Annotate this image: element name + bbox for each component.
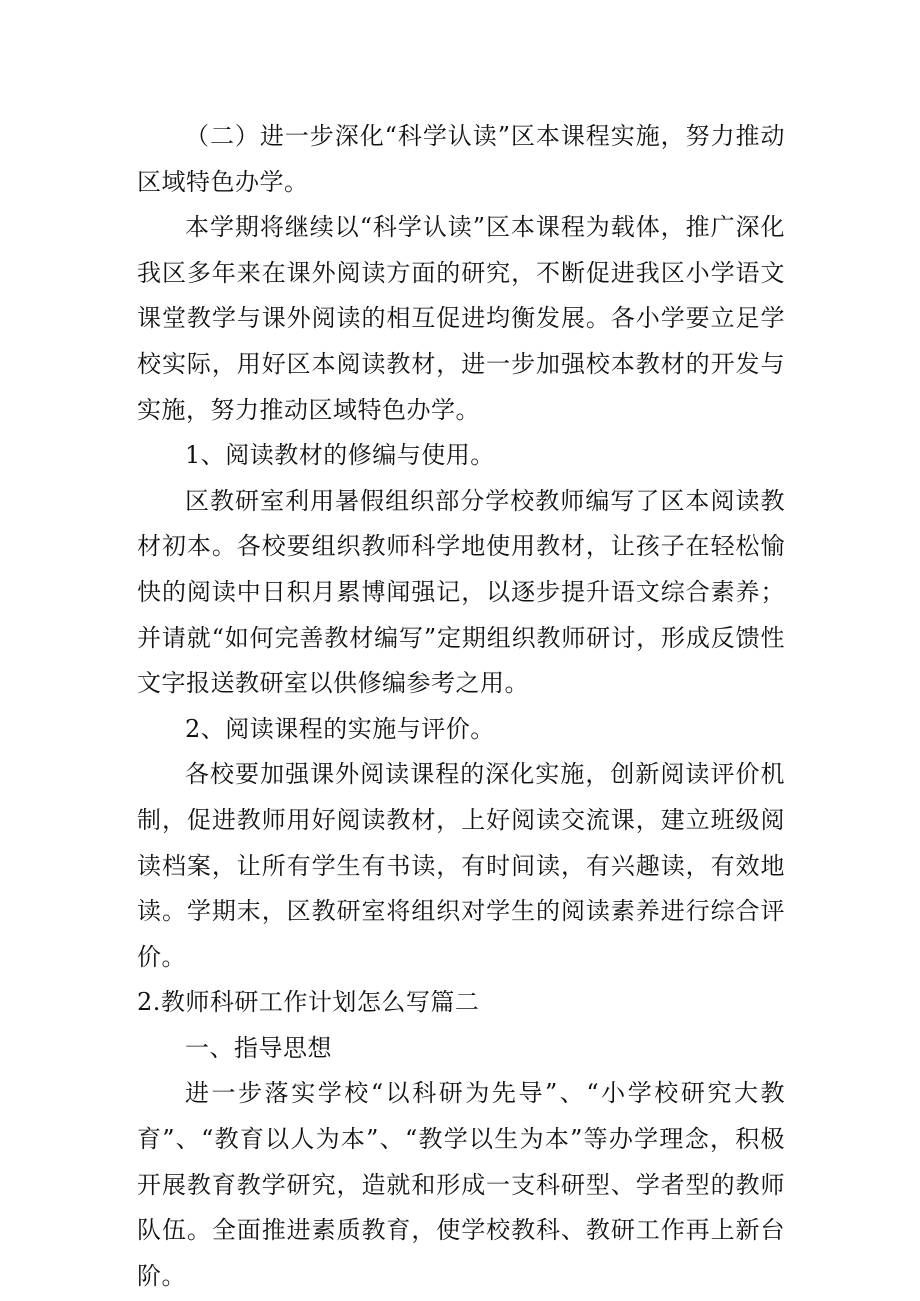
section-heading-1: 一、指导思想 bbox=[185, 1033, 332, 1062]
article-title: 2.教师科研工作计划怎么写篇二 bbox=[137, 988, 480, 1017]
subsection-heading: 1、阅读教材的修编与使用。 bbox=[185, 441, 495, 470]
body-paragraph: 进一步落实学校“以科研为先导”、“小学校研究大教育”、“教育以人为本”、“教学以生为本”等办学理念，积极开展教育教学研究，造就和形成一支科研型、学者型的教师队伍。全面推进素质教育，使学校教科、教研工作再上新台阶。 bbox=[137, 1079, 785, 1290]
body-paragraph: 本学期将继续以“科学认读”区本课程为载体，推广深化我区多年来在课外阅读方面的研究，不断促进我区小学语文课堂教学与课外阅读的相互促进均衡发展。各小学要立足学校实际，用好区本阅读教材，进一步加强校本教材的开发与实施，努力推动区域特色办学。 bbox=[137, 213, 785, 424]
subsection-heading: 2、阅读课程的实施与评价。 bbox=[185, 714, 495, 743]
body-paragraph: 区教研室利用暑假组织部分学校教师编写了区本阅读教材初本。各校要组织教师科学地使用教材，让孩子在轻松愉快的阅读中日积月累博闻强记，以逐步提升语文综合素养；并请就“如何完善教材编写”定期组织教师研讨，形成反馈性文字报送教研室以供修编参考之用。 bbox=[137, 486, 785, 698]
section-heading-2: （二）进一步深化“科学认读”区本课程实施，努力推动区域特色办学。 bbox=[137, 122, 785, 196]
body-paragraph: 各校要加强课外阅读课程的深化实施，创新阅读评价机制，促进教师用好阅读教材，上好阅读交流课，建立班级阅读档案，让所有学生有书读，有时间读，有兴趣读，有效地读。学期末，区教研室将组织对学生的阅读素养进行综合评价。 bbox=[137, 760, 785, 971]
document-body bbox=[137, 114, 785, 1299]
